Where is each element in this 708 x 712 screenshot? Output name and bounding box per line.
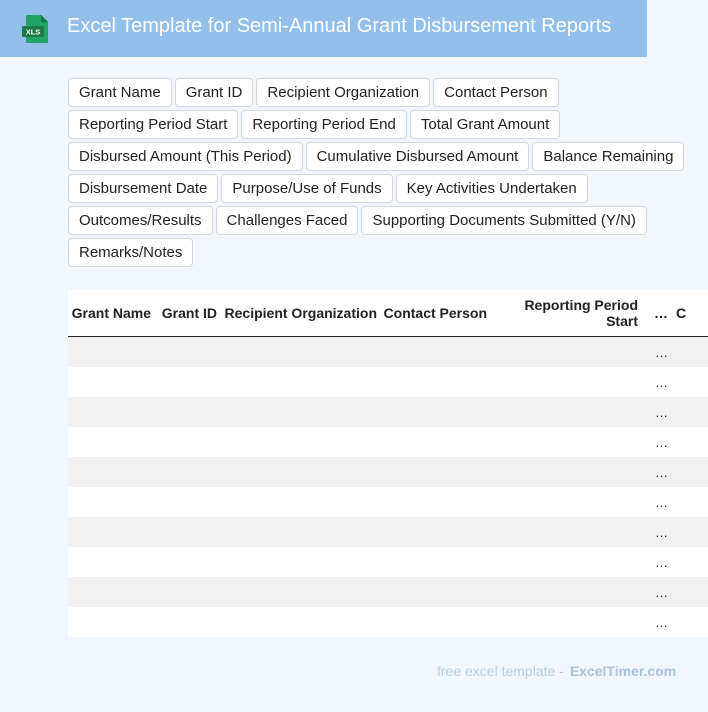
table-row [68, 457, 708, 487]
ellipsis-cell: … [642, 427, 672, 457]
ellipsis-cell: … [642, 457, 672, 487]
page-title: Excel Template for Semi-Annual Grant Disbursement Reports [67, 15, 612, 37]
column-header: Reporting Period Start [491, 290, 642, 337]
table-row [68, 517, 708, 547]
field-chip: Grant Name [68, 78, 172, 107]
field-chip: Grant ID [175, 78, 254, 107]
table-header-row [68, 290, 708, 337]
field-chip: Recipient Organization [256, 78, 430, 107]
field-chip: Balance Remaining [532, 142, 684, 171]
ellipsis-cell: … [642, 397, 672, 427]
svg-text:XLS: XLS [25, 27, 41, 37]
title-bar [0, 0, 647, 57]
template-table [68, 290, 687, 637]
table-row [68, 547, 708, 577]
field-chip: Key Activities Undertaken [396, 174, 588, 203]
column-header: Grant Name [68, 290, 155, 337]
column-header: Contact Person [381, 290, 491, 337]
column-header: Recipient Organization [221, 290, 381, 337]
table-row [68, 337, 708, 368]
footer-text: free excel template - [437, 663, 564, 679]
field-chip: Cumulative Disbursed Amount [306, 142, 530, 171]
field-chip: Purpose/Use of Funds [221, 174, 392, 203]
ellipsis-cell: … [642, 517, 672, 547]
column-header: C [672, 290, 708, 337]
field-chip: Reporting Period End [241, 110, 406, 139]
ellipsis-cell: … [642, 337, 672, 368]
footer [437, 663, 676, 679]
ellipsis-cell: … [642, 367, 672, 397]
field-chip: Supporting Documents Submitted (Y/N) [361, 206, 646, 235]
footer-brand-link[interactable]: ExcelTimer.com [569, 663, 677, 679]
table-row [68, 577, 708, 607]
field-chip: Contact Person [433, 78, 558, 107]
field-chip: Reporting Period Start [68, 110, 238, 139]
column-header: Grant ID [155, 290, 221, 337]
field-chip: Remarks/Notes [68, 238, 193, 267]
field-chip: Outcomes/Results [68, 206, 213, 235]
ellipsis-cell: … [642, 487, 672, 517]
column-header: … [642, 290, 672, 337]
ellipsis-cell: … [642, 607, 672, 637]
field-chip: Total Grant Amount [410, 110, 560, 139]
xls-file-icon [21, 14, 51, 44]
field-chip: Disbursement Date [68, 174, 218, 203]
ellipsis-cell: … [642, 577, 672, 607]
field-chip-list [68, 78, 698, 267]
field-chip: Challenges Faced [216, 206, 359, 235]
field-chip: Disbursed Amount (This Period) [68, 142, 303, 171]
table-row [68, 427, 708, 457]
table-row [68, 367, 708, 397]
table-row [68, 607, 708, 637]
table-row [68, 487, 708, 517]
table-row [68, 397, 708, 427]
ellipsis-cell: … [642, 547, 672, 577]
